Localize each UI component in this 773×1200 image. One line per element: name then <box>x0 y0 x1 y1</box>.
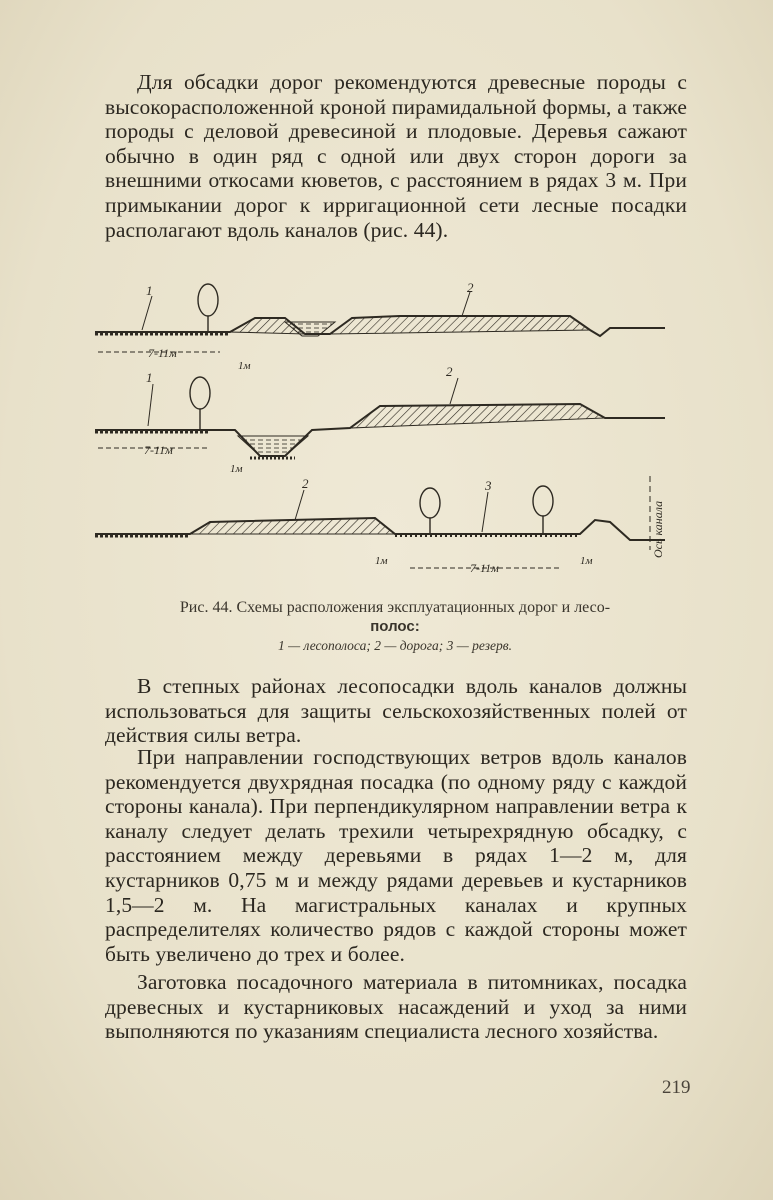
paragraph-road-planting <box>105 70 687 242</box>
dist-label-b: 7-11м <box>144 443 173 457</box>
paragraph-text: В степных районах лесопосадки вдоль каналов должны использоваться для защиты сельскохозяйственных полей от действия силы ветра. <box>105 674 687 748</box>
paragraph-steppe <box>105 674 687 748</box>
one-m-label-b: 1м <box>230 463 243 475</box>
caption-line-1: Рис. 44. Схемы расположения эксплуатационных дорог и лесо- <box>179 599 611 616</box>
label-2-b: 2 <box>446 364 453 379</box>
one-m-label-c: 1м <box>375 555 388 567</box>
figure-caption <box>100 598 690 636</box>
label-2-c: 2 <box>302 476 309 491</box>
paragraph-text: Для обсадки дорог рекомендуются древесные породы с высокорасположенной кроной пирамидальной формы, а также породы с деловой древесиной и плодовые. Деревья сажают обычно в один ряд с одной или двух сторон дороги за внешними откосами кюветов, с расстоянием в рядах 3 м. При примыкании дорог к ирригационной сети лесные посадки располагают вдоль каналов (рис. 44). <box>105 70 687 242</box>
label-1-b: 1 <box>146 370 153 385</box>
scheme-3 <box>95 476 665 575</box>
scheme-2 <box>95 364 665 475</box>
page-number: 219 <box>662 1077 691 1098</box>
dist-label-a: 7-11м <box>148 346 177 360</box>
paragraph-wind <box>105 745 687 966</box>
one-m-label-a: 1м <box>238 360 251 372</box>
scheme-1 <box>95 280 665 372</box>
figure-legend: 1 — лесополоса; 2 — дорога; 3 — резерв. <box>278 638 512 653</box>
caption-line-2: полос: <box>370 618 420 635</box>
road-schemes-diagram <box>90 278 680 583</box>
canal-axis-label: Ось канала <box>651 500 665 558</box>
paragraph-text: Заготовка посадочного материала в питомниках, посадка древесных и кустарниковых насаждений и уход за ними выполняются по указаниям специалиста лесного хозяйства. <box>105 970 687 1044</box>
paragraph-text: При направлении господствующих ветров вдоль каналов рекомендуется двухрядная посадка (по одному ряду с каждой стороны канала). При перпендикулярном направлении ветра к каналу следует делать трехили четырехрядную обсадку, с расстоянием между деревьями в рядах 1—2 м, для кустарников 0,75 м и между рядами деревьев и кустарников 1,5—2 м. На магистральных каналах и крупных распределителях количество рядов с каждой стороны может быть увеличено до трех и более. <box>105 745 687 966</box>
figure-44 <box>90 278 680 583</box>
label-3: 3 <box>485 478 492 493</box>
dist-label-c: 7-11м <box>470 561 499 575</box>
one-m-label-d: 1м <box>580 555 593 567</box>
label-1-a: 1 <box>146 283 153 298</box>
label-2-a: 2 <box>467 280 474 295</box>
paragraph-planting-material <box>105 970 687 1044</box>
